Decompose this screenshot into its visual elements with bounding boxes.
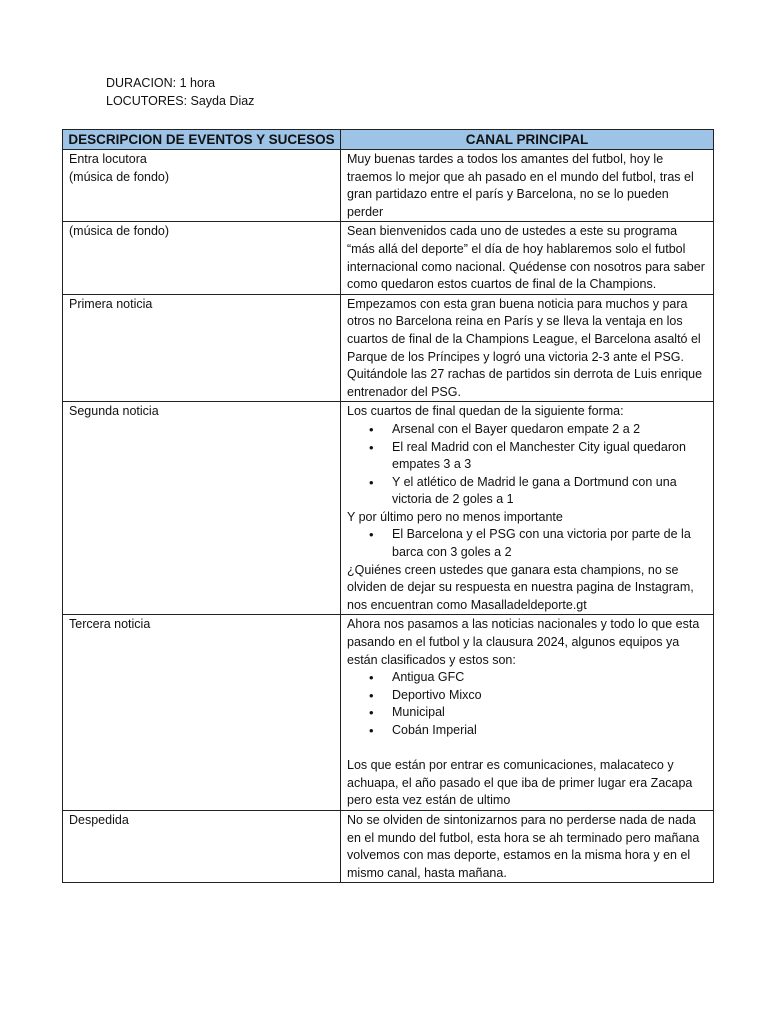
table-row [63,150,714,222]
event-label: Tercera noticia [69,617,151,632]
script-paragraph: Y por último pero no menos importante [347,509,563,524]
script-paragraph: No se olviden de sintonizarnos para no perderse nada de nada en el mundo del futbol, esta hora se ah terminado pero mañana volvemos con mas deporte, estamos en la misma hora y en el mismo canal, hasta mañana. [347,812,700,880]
list-item: • Y el atlético de Madrid le gana a Dortmund con una victoria de 2 goles a 1 [392,474,708,509]
list-item: • Arsenal con el Bayer quedaron empate 2 a 2 [392,421,708,439]
script-text-cell [341,615,714,811]
list-item: • El Barcelona y el PSG con una victoria por parte de la barca con 3 goles a 2 [392,526,708,561]
bullet-list [347,526,708,561]
list-item: • Municipal [392,704,708,722]
list-item: • Antigua GFC [392,669,708,687]
column-header-channel: CANAL PRINCIPAL [341,130,714,150]
event-label: Segunda noticia [69,404,159,419]
script-table [62,129,714,883]
script-paragraph: Empezamos con esta gran buena noticia para muchos y para otros no Barcelona reina en París y se lleva la ventaja en los cuartos de final de la Champions League, el Barcelona asaltó el Parque de los Príncipes y logró una victoria 2-3 ante el PSG. Quitándole las 27 rachas de partidos sin derrota de Luis enrique entrenador del PSG. [347,296,703,399]
column-header-events: DESCRIPCION DE EVENTOS Y SUCESOS [63,130,341,150]
duration-line: DURACION: 1 hora [106,76,216,90]
event-cell [63,615,341,811]
script-text-cell [341,402,714,615]
event-label: (música de fondo) [69,224,170,239]
script-paragraph: Los que están por entrar es comunicaciones, malacateco y achuapa, el año pasado el que iba de primer lugar era Zacapa pero esta vez están de ultimo [347,758,693,808]
script-paragraph: Los cuartos de final quedan de la siguiente forma: [347,404,624,419]
event-label: Despedida [69,812,129,827]
table-row [63,615,714,811]
script-text-cell [341,150,714,222]
list-item: • Cobán Imperial [392,722,708,740]
event-cell [63,810,341,882]
table-row [63,294,714,402]
paragraph-spacer [347,740,708,758]
event-label: Entra locutora [69,152,147,166]
bullet-list [347,669,708,739]
script-paragraph: ¿Quiénes creen ustedes que ganara esta champions, no se olviden de dejar su respuesta en nuestra pagina de Instagram, nos encuentran como Masalladeldeporte.gt [347,562,694,612]
script-text-cell [341,222,714,294]
event-note: (música de fondo) [69,169,170,184]
document-header [106,74,254,110]
event-label: Primera noticia [69,296,153,311]
bullet-list [347,421,708,509]
list-item: • El real Madrid con el Manchester City igual quedaron empates 3 a 3 [392,439,708,474]
table-row [63,402,714,615]
script-paragraph: Muy buenas tardes a todos los amantes del futbol, hoy le traemos lo mejor que ah pasado en el mundo del futbol, tras el gran partidazo entre el parís y Barcelona, no se lo pueden perder [347,152,694,219]
table-row [63,222,714,294]
event-cell [63,150,341,222]
script-paragraph: Ahora nos pasamos a las noticias nacionales y todo lo que esta pasando en el futbol y la clausura 2024, algunos equipos ya están clasificados y estos son: [347,617,700,667]
script-text-cell [341,810,714,882]
table-header-row [63,130,714,150]
table-row [63,810,714,882]
event-cell [63,294,341,402]
hosts-line: LOCUTORES: Sayda Diaz [106,94,255,108]
event-cell [63,222,341,294]
script-paragraph: Sean bienvenidos cada uno de ustedes a este su programa “más allá del deporte” el día de hoy hablaremos solo el futbol internacional como nacional. Quédense con nosotros para saber como quedaron estos cuartos de final de la Champions. [347,224,705,292]
event-cell [63,402,341,615]
script-text-cell [341,294,714,402]
list-item: • Deportivo Mixco [392,687,708,705]
